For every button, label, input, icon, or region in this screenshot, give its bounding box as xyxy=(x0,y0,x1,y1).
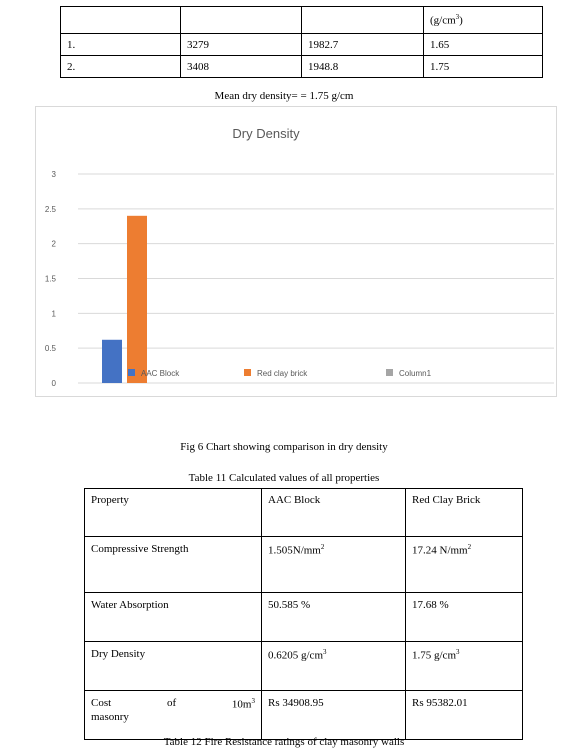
legend-label: Red clay brick xyxy=(257,369,308,378)
table-row xyxy=(61,7,543,34)
legend-label: AAC Block xyxy=(141,369,180,378)
chart-title: Dry Density xyxy=(232,126,300,141)
table-cell: 2. xyxy=(61,56,181,78)
row-label: Compressive Strength xyxy=(85,537,262,593)
figure-caption: Fig 6 Chart showing comparison in dry density xyxy=(180,441,388,453)
bar-aac-block xyxy=(102,340,122,383)
table-cell: 0.6205 $g/cm^3$ xyxy=(262,642,406,691)
y-tick-label: 3 xyxy=(51,170,56,179)
table-12-caption: Table 12 Fire Resistance ratings of clay masonry walls xyxy=(163,736,405,748)
table-cell: 17.68 % xyxy=(406,593,523,642)
header-aac-block: AAC Block xyxy=(262,489,406,537)
table-cell: Rs 34908.95 xyxy=(262,691,406,740)
table-cell: 1.75 $g/cm^3$ xyxy=(406,642,523,691)
y-tick-label: 2.5 xyxy=(44,204,56,214)
row-label: Dry Density xyxy=(85,642,262,691)
y-tick-label: 2 xyxy=(51,239,56,249)
table-cell: 1948.8 xyxy=(302,56,424,78)
dry-density-chart xyxy=(35,106,557,397)
y-tick-label: 0 xyxy=(51,379,56,388)
table-cell xyxy=(61,7,181,34)
table-cell: 3408 xyxy=(181,56,302,78)
header-property: Property xyxy=(85,489,262,537)
table-header-row xyxy=(85,489,523,537)
mean-density-text: Mean dry density= = 1.75 g/cm xyxy=(214,90,354,102)
table-row xyxy=(61,56,543,78)
table-cell: $1.505N/mm^2$ xyxy=(262,537,406,593)
table-cell: 17.24 $N/mm^2$ xyxy=(406,537,523,593)
chart-svg xyxy=(36,107,556,396)
row-label: Water Absorption xyxy=(85,593,262,642)
table-header-density-unit: $(g/cm^3)$ xyxy=(424,7,543,34)
legend-swatch xyxy=(386,369,393,376)
y-tick-label: 1.5 xyxy=(44,274,56,284)
table-cell: 1.65 xyxy=(424,34,543,56)
table-cell: 1982.7 xyxy=(302,34,424,56)
cost-label-line: Cost of $10m^3$ xyxy=(91,697,255,711)
table-cell: Rs 95382.01 xyxy=(406,691,523,740)
bar-red-clay-brick xyxy=(127,216,147,383)
table-cell xyxy=(181,7,302,34)
table-cell: 3279 xyxy=(181,34,302,56)
legend-label: Column1 xyxy=(399,369,432,378)
legend-swatch xyxy=(244,369,251,376)
y-tick-label: 0.5 xyxy=(44,344,56,354)
table-row xyxy=(85,593,523,642)
density-results-table xyxy=(60,6,543,78)
table-11-caption: Table 11 Calculated values of all properties xyxy=(188,472,380,484)
table-row xyxy=(85,691,523,740)
header-red-clay-brick: Red Clay Brick xyxy=(406,489,523,537)
table-cell: 50.585 % xyxy=(262,593,406,642)
table-row xyxy=(85,537,523,593)
properties-table xyxy=(84,488,523,740)
y-tick-label: 1 xyxy=(51,309,56,319)
table-cell: 1.75 xyxy=(424,56,543,78)
row-label: Cost of $10m^3$ masonry xyxy=(85,691,262,740)
table-row xyxy=(85,642,523,691)
table-cell: 1. xyxy=(61,34,181,56)
table-cell xyxy=(302,7,424,34)
table-row xyxy=(61,34,543,56)
legend-swatch xyxy=(128,369,135,376)
